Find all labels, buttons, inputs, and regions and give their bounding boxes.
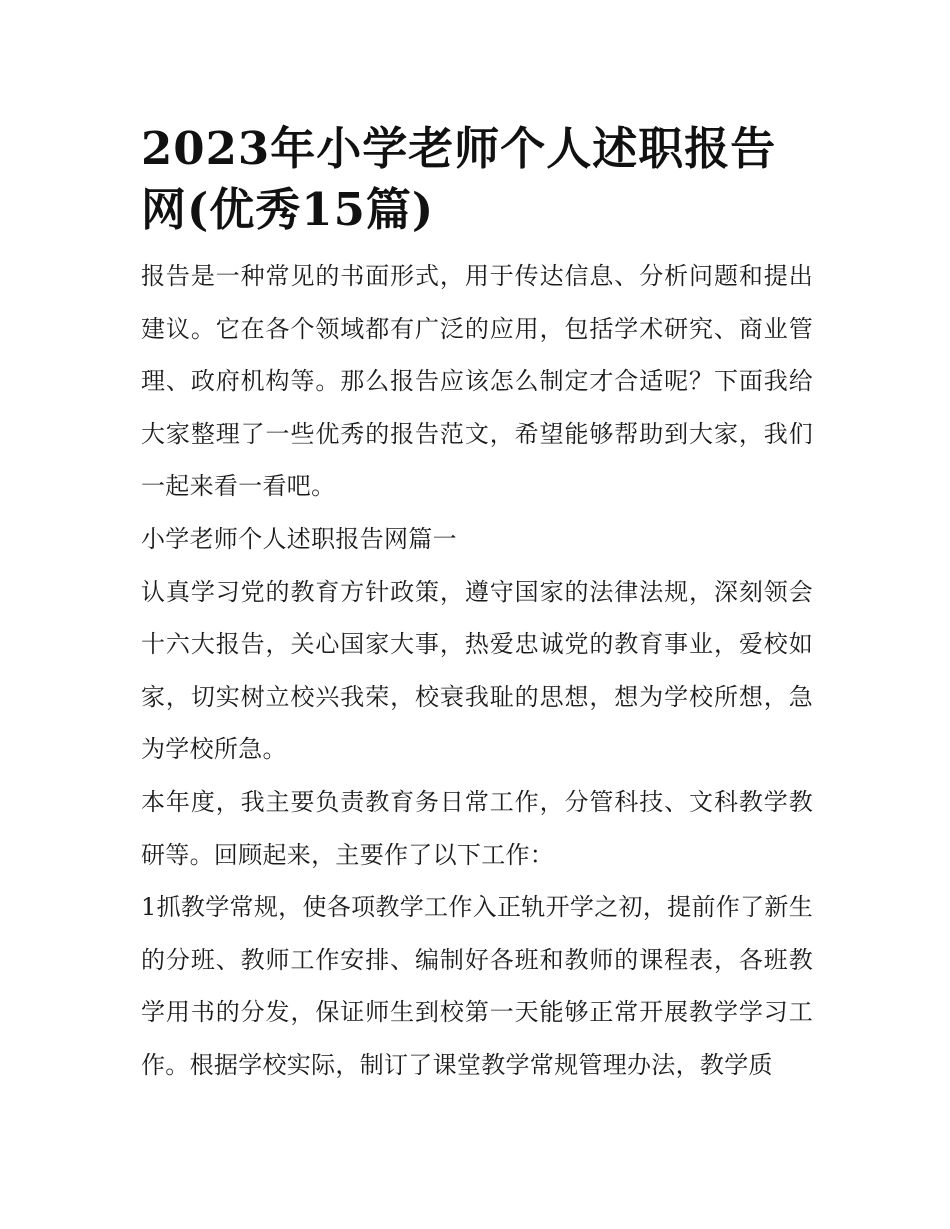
body-paragraph: 认真学习党的教育方针政策，遵守国家的法律法规，深刻领会十六大报告，关心国家大事，热爱忠诚党的教育事业，爱校如家，切实树立校兴我荣，校衰我耻的思想，想为学校所想，急为学校所急。: [141, 577, 813, 764]
intro-paragraph: 报告是一种常见的书面形式，用于传达信息、分析问题和提出建议。它在各个领域都有广泛的应用，包括学术研究、商业管理、政府机构等。那么报告应该怎么制定才合适呢？下面我给大家整理了一些优秀的报告范文，希望能够帮助到大家，我们一起来看一看吧。: [141, 262, 813, 501]
section-heading: 小学老师个人述职报告网篇一: [141, 524, 457, 553]
body-paragraph: 本年度，我主要负责教育务日常工作，分管科技、文科教学教研等。回顾起来，主要作了以下工作：: [141, 787, 813, 869]
document-title: 2023年小学老师个人述职报告网(优秀15篇): [141, 122, 777, 236]
body-paragraph: 1抓教学常规，使各项教学工作入正轨开学之初，提前作了新生的分班、教师工作安排、编制好各班和教师的课程表，各班教学用书的分发，保证师生到校第一天能够正常开展教学学习工作。根据学校实际，制订了课堂教学常规管理办法，教学质: [141, 893, 813, 1079]
document-body: [141, 118, 813, 1092]
